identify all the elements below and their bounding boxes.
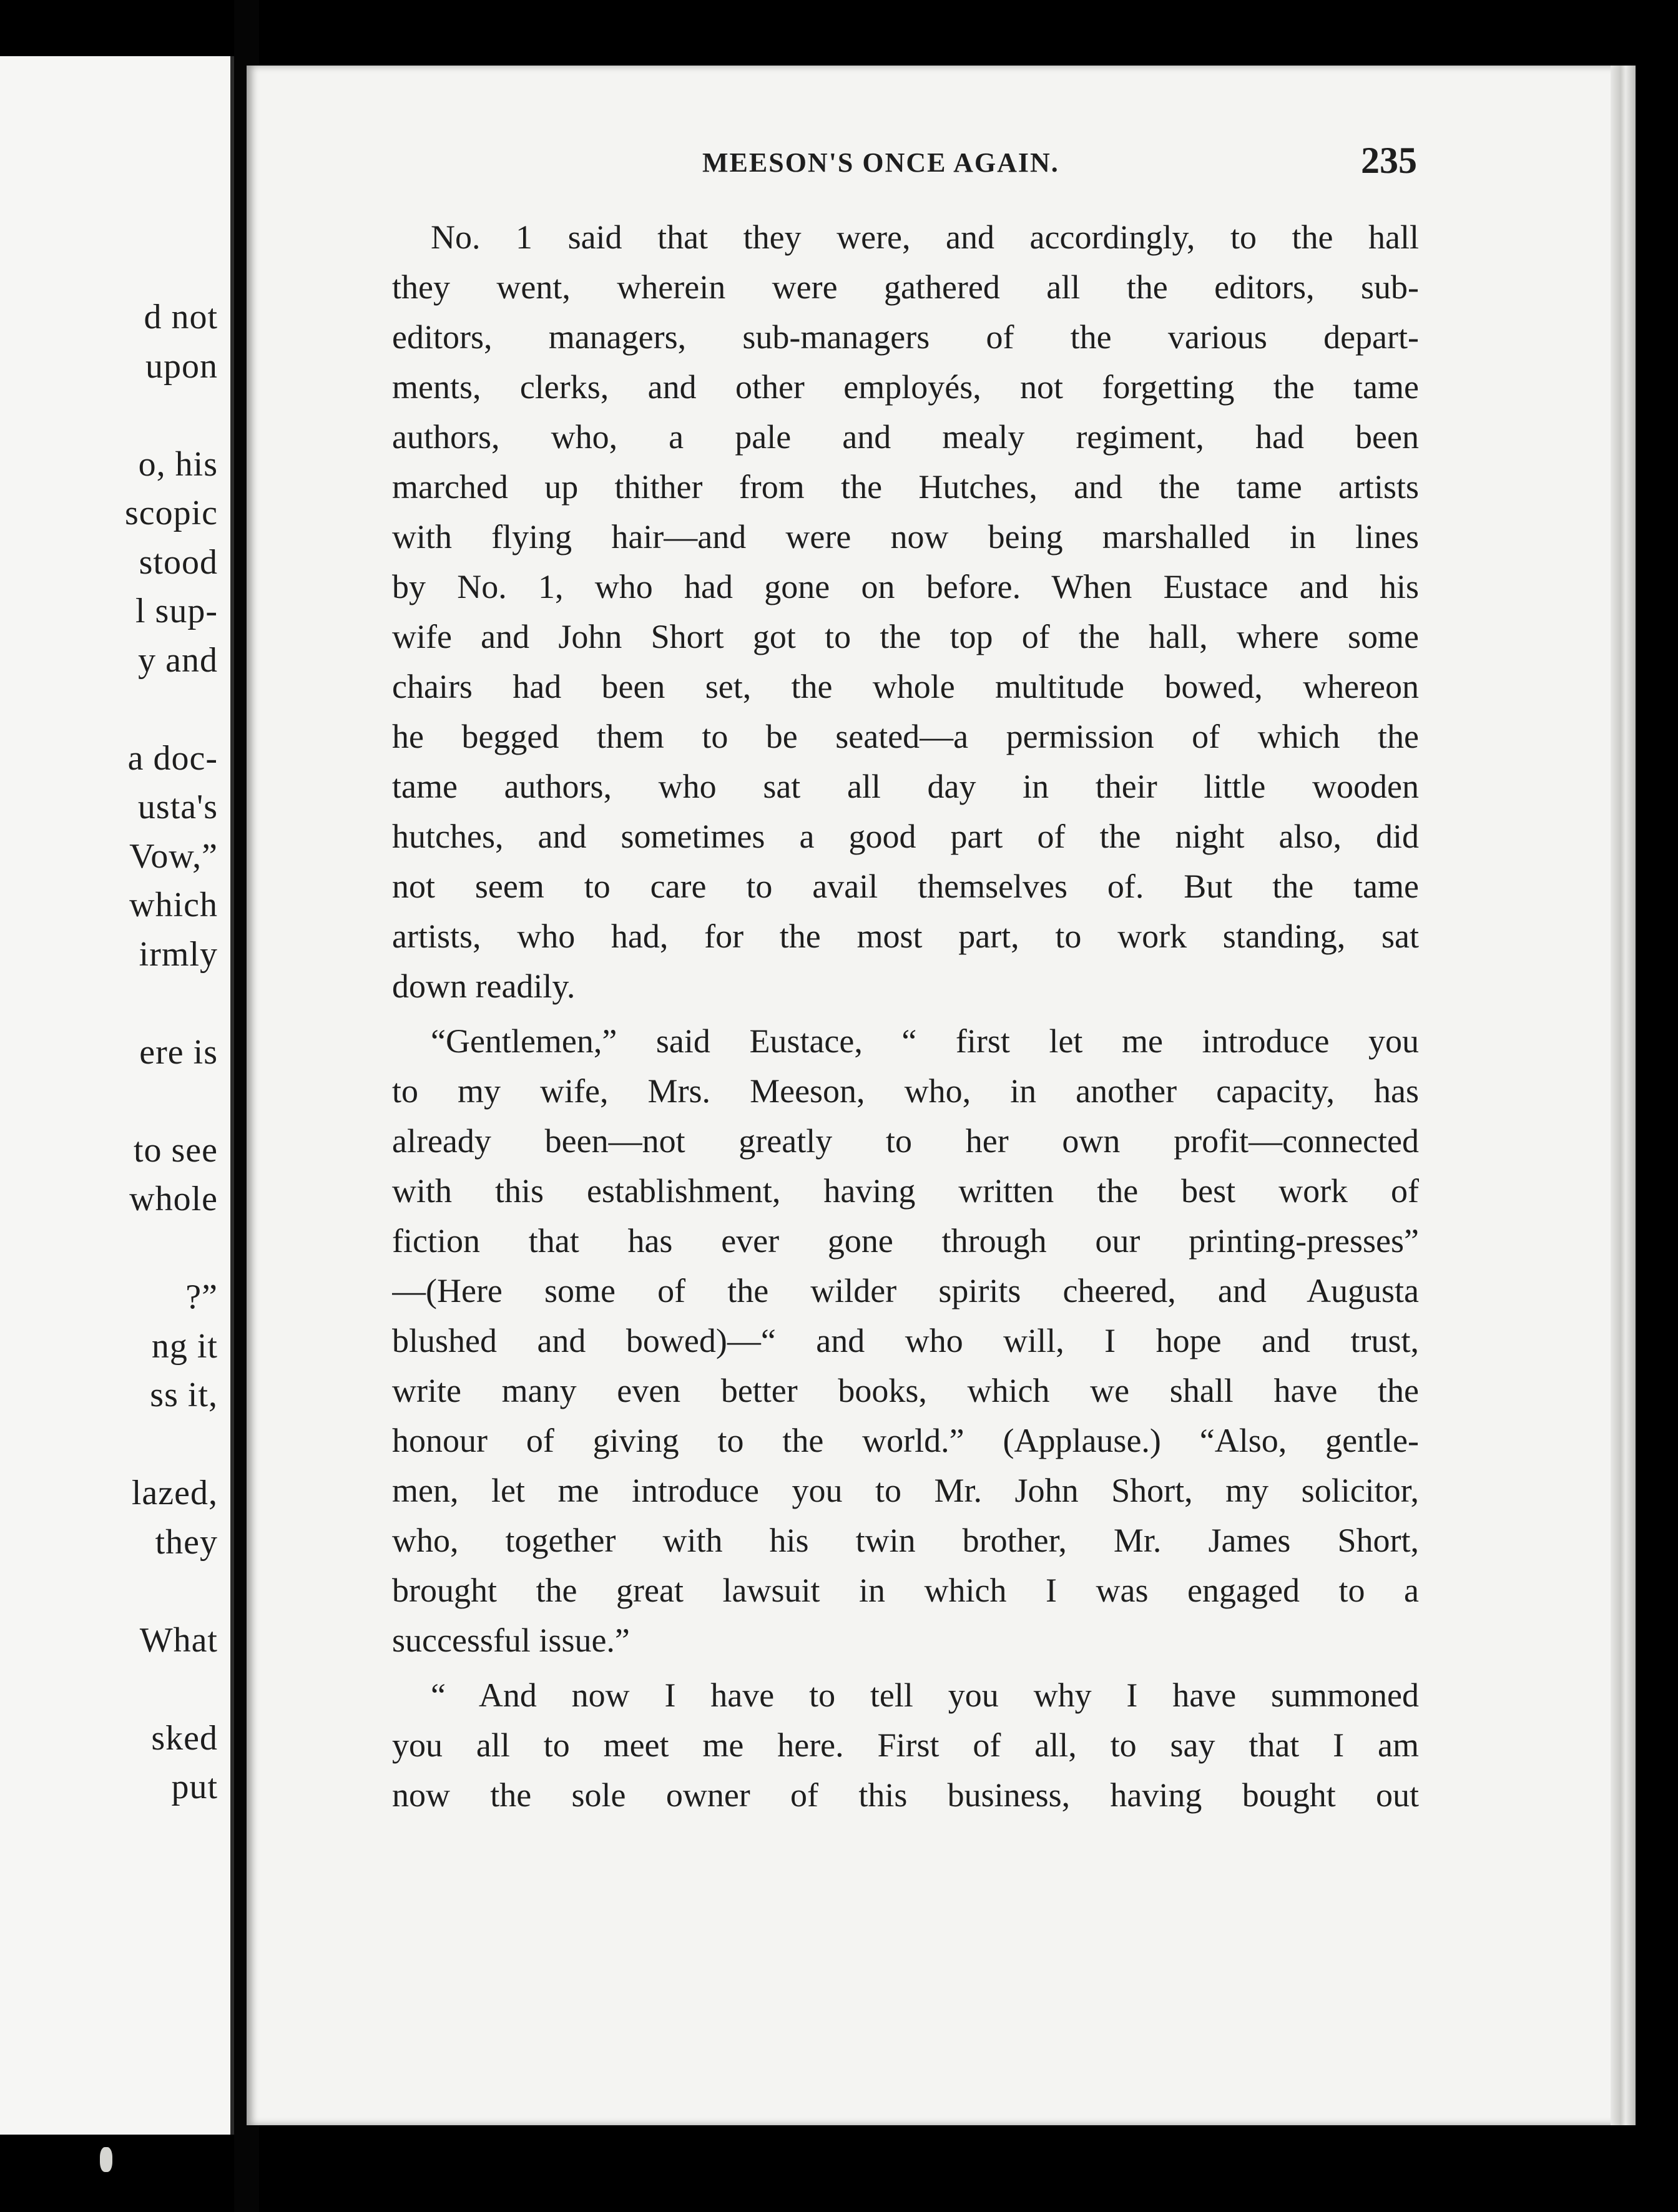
body-text — [392, 212, 1419, 1820]
previous-page-fragment: l sup- — [135, 592, 218, 630]
text-line: “ And now I have to tell you why I have summoned — [431, 1676, 1419, 1714]
previous-page-fragment: o, his — [138, 444, 218, 484]
previous-page-fragment: stood — [139, 542, 218, 582]
previous-page-sliver — [0, 56, 234, 2135]
text-line: down readily. — [392, 967, 576, 1005]
previous-page-fragment: scopic — [124, 494, 218, 532]
previous-page-fragment: sked — [151, 1718, 218, 1758]
text-line: wife and John Short got to the top of the hall, where some — [392, 618, 1419, 655]
previous-page-fragment: irmly — [139, 934, 218, 974]
text-line: tame authors, who sat all day in their little wooden — [392, 768, 1419, 805]
text-line: No. 1 said that they were, and accordingly, to the hall — [431, 218, 1419, 256]
text-line: honour of giving to the world.” (Applause.) “Also, gentle- — [392, 1422, 1419, 1459]
previous-page-fragment: a doc- — [127, 738, 218, 778]
page-edge-stack — [1611, 66, 1636, 2125]
previous-page-fragment: put — [171, 1768, 218, 1806]
text-line: editors, managers, sub-managers of the various depart- — [392, 318, 1419, 356]
previous-page-fragment: ss it, — [150, 1376, 218, 1414]
previous-page-fragment: y and — [138, 640, 218, 680]
text-line: already been—not greatly to her own profit—connected — [392, 1122, 1419, 1160]
text-line: fiction that has ever gone through our printing-presses” — [392, 1222, 1419, 1260]
text-line: “Gentlemen,” said Eustace, “ first let me introduce you — [431, 1022, 1419, 1060]
previous-page-fragment: upon — [145, 346, 218, 386]
text-line: ments, clerks, and other employés, not forgetting the tame — [392, 368, 1419, 406]
text-line: brought the great lawsuit in which I was engaged to a — [392, 1572, 1419, 1609]
text-line: blushed and bowed)—“ and who will, I hope and trust, — [392, 1322, 1419, 1359]
text-line: with this establishment, having written the best work of — [392, 1172, 1419, 1210]
text-line: who, together with his twin brother, Mr. James Short, — [392, 1522, 1419, 1559]
paragraph-gap — [392, 1665, 1419, 1670]
previous-page-fragment: they — [155, 1522, 218, 1562]
text-line: men, let me introduce you to Mr. John Short, my solicitor, — [392, 1472, 1419, 1509]
running-head — [446, 140, 1417, 184]
text-line: now the sole owner of this business, having bought out — [392, 1776, 1419, 1814]
previous-page-fragment: whole — [129, 1180, 218, 1218]
text-line: marched up thither from the Hutches, and the tame artists — [392, 468, 1419, 506]
previous-page-fragment: What — [139, 1620, 218, 1660]
previous-page-fragment: ?” — [185, 1278, 218, 1316]
text-line: write many even better books, which we shall have the — [392, 1372, 1419, 1409]
previous-page-fragment: ere is — [139, 1032, 218, 1072]
paragraph-gap — [392, 1011, 1419, 1016]
text-line: authors, who, a pale and mealy regiment, had been — [392, 418, 1419, 456]
previous-page-fragment: d not — [144, 298, 218, 336]
previous-page-fragment: to see — [133, 1130, 218, 1170]
page-blemish — [100, 2147, 112, 2172]
previous-page-fragment: Vow,” — [129, 836, 218, 876]
previous-page-fragment: ng it — [151, 1326, 218, 1366]
text-line: they went, wherein were gathered all the editors, sub- — [392, 268, 1419, 306]
previous-page-fragment: which — [129, 886, 218, 924]
running-title: MEESON'S ONCE AGAIN. — [702, 147, 1059, 178]
text-line: not seem to care to avail themselves of. But the tame — [392, 868, 1419, 905]
text-line: you all to meet me here. First of all, to say that I am — [392, 1726, 1419, 1764]
text-line: —(Here some of the wilder spirits cheered, and Augusta — [392, 1272, 1419, 1309]
page-number: 235 — [1361, 140, 1417, 181]
previous-page-text — [0, 56, 230, 2135]
previous-page-fragment: usta's — [137, 788, 218, 826]
text-line: successful issue.” — [392, 1622, 630, 1659]
text-line: by No. 1, who had gone on before. When Eustace and his — [392, 568, 1419, 605]
text-line: he begged them to be seated—a permission of which the — [392, 718, 1419, 755]
text-line: with flying hair—and were now being marshalled in lines — [392, 518, 1419, 555]
text-line: artists, who had, for the most part, to work standing, sat — [392, 918, 1419, 955]
text-line: hutches, and sometimes a good part of the night also, did — [392, 818, 1419, 855]
text-line: chairs had been set, the whole multitude bowed, whereon — [392, 668, 1419, 705]
text-line: to my wife, Mrs. Meeson, who, in another capacity, has — [392, 1072, 1419, 1110]
previous-page-fragment: lazed, — [131, 1474, 218, 1512]
